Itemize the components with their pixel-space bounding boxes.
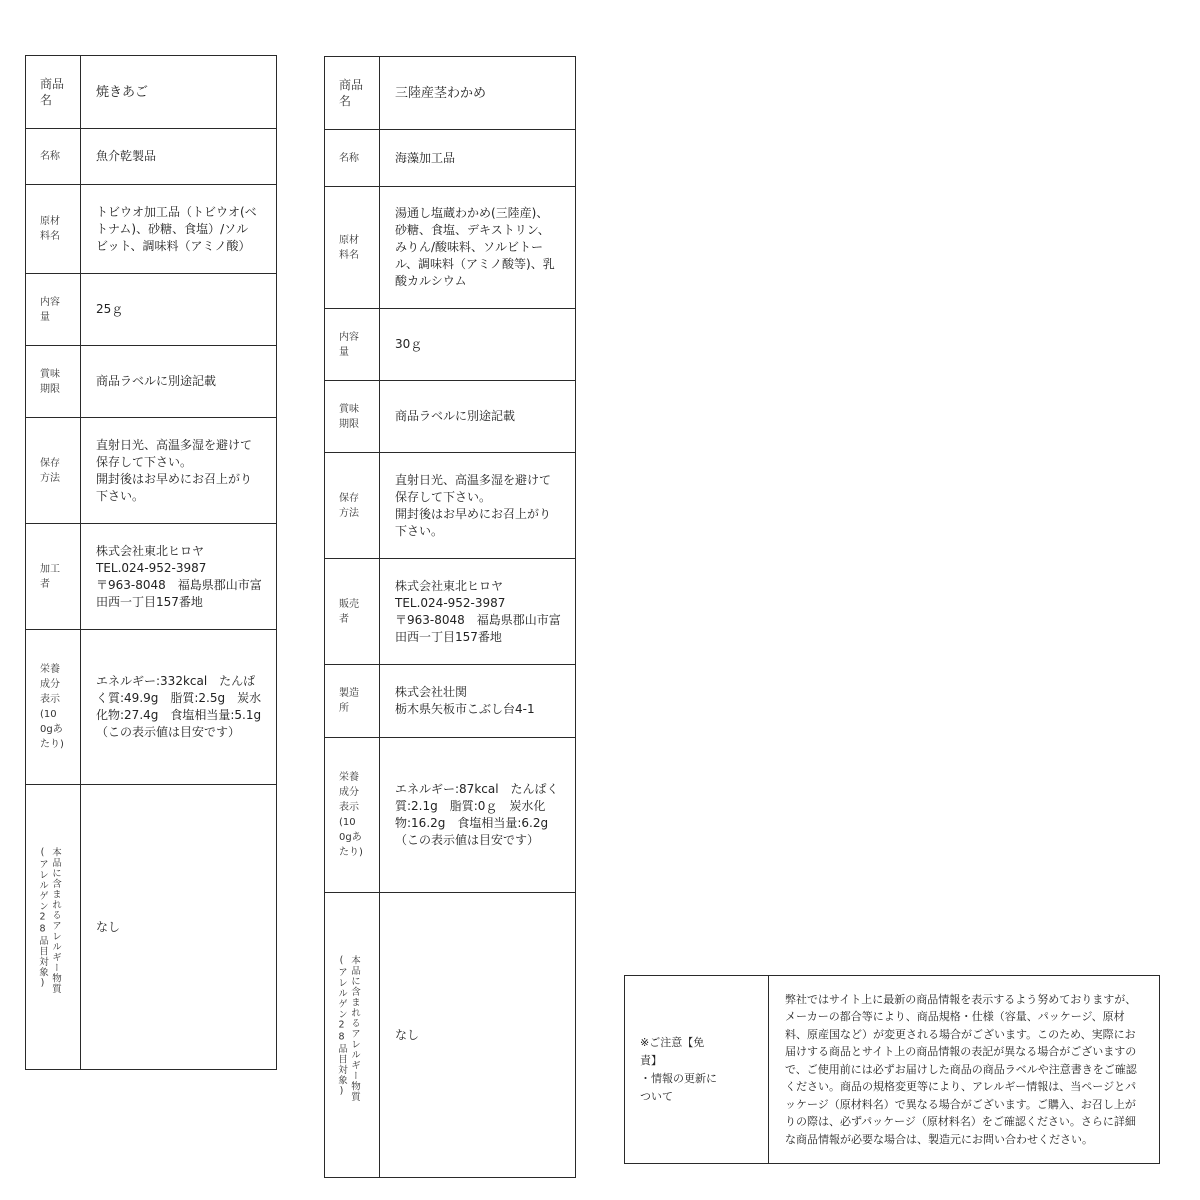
label-text: 保存 方法 [40, 457, 60, 484]
row-label [26, 524, 81, 630]
label-text: 販売 者 [339, 598, 359, 625]
row-label [325, 187, 380, 309]
table-row [325, 187, 576, 309]
row-label [26, 418, 81, 524]
row-value [380, 738, 576, 893]
row-value [81, 524, 277, 630]
label-text: 名称 [40, 151, 60, 162]
row-label [325, 559, 380, 665]
row-value [81, 346, 277, 418]
label-text: 保存 方法 [339, 492, 359, 519]
value-text: 25ｇ [96, 302, 124, 316]
product-spec-table-2 [324, 56, 576, 1178]
row-label [325, 57, 380, 130]
table-row [325, 130, 576, 187]
row-label [325, 130, 380, 187]
table-row [325, 893, 576, 1178]
row-label [26, 346, 81, 418]
table-row [325, 738, 576, 893]
row-value [380, 893, 576, 1178]
value-text: 商品ラベルに別途記載 [395, 409, 516, 423]
value-text: 直射日光、高温多湿を避けて 保存して下さい。 開封後はお早めにお召上がり 下さい。 [96, 437, 253, 503]
row-value [380, 130, 576, 187]
table-row [26, 129, 277, 185]
table-row [26, 524, 277, 630]
label-text: 賞味 期限 [40, 368, 60, 395]
table-row [325, 559, 576, 665]
allergen-value: なし [395, 1027, 420, 1042]
product-name: 三陸産茎わかめ [395, 85, 487, 101]
row-value [81, 418, 277, 524]
row-label [325, 665, 380, 738]
notice-label-text: ※ご注意【免 責】 ・情報の更新に ついて [640, 1035, 717, 1103]
table-row [26, 785, 277, 1070]
label-text: 商品 名 [40, 77, 65, 107]
notice-label [625, 976, 769, 1164]
row-label [26, 129, 81, 185]
disclaimer-notice [624, 975, 1160, 1164]
allergen-label [325, 893, 380, 1178]
table-row [26, 56, 277, 129]
label-text: 名称 [339, 152, 359, 164]
label-text: 内容 量 [40, 296, 60, 323]
value-text: 30ｇ [395, 337, 423, 351]
allergen-value: なし [96, 919, 121, 934]
notice-row [625, 976, 1160, 1164]
label-text: 栄養 成分 表示 (10 0gあ たり) [40, 664, 64, 750]
row-value [380, 381, 576, 453]
row-value [380, 665, 576, 738]
table-row [325, 309, 576, 381]
table-row [325, 381, 576, 453]
row-label [325, 309, 380, 381]
row-label [325, 453, 380, 559]
label-text: 商品 名 [339, 78, 364, 108]
product-spec-table-1 [25, 55, 277, 1070]
row-label [26, 274, 81, 346]
table-row [325, 453, 576, 559]
notice-body [769, 976, 1160, 1164]
row-value [81, 274, 277, 346]
value-text: 商品ラベルに別途記載 [96, 374, 217, 388]
row-value [81, 56, 277, 129]
row-value [81, 129, 277, 185]
label-text: 栄養 成分 表示 (10 0gあ たり) [339, 772, 363, 858]
table-row [26, 274, 277, 346]
row-value [81, 185, 277, 274]
allergen-label-text: 本品に含まれるアレルギー物質(アレルゲン28品目対象) [37, 847, 61, 994]
value-text: エネルギー:87kcal たんぱく 質:2.1g 脂質:0ｇ 炭水化 物:16.2g 食塩相当量:6.2g （この表示値は目安です） [395, 782, 559, 847]
label-text: 内容 量 [339, 331, 359, 358]
value-text: 魚介乾製品 [96, 149, 157, 163]
row-label [26, 185, 81, 274]
value-text: 湯通し塩蔵わかめ(三陸産)、 砂糖、食塩、デキストリン、 みりん/酸味料、ソルビトー ル、調味料（アミノ酸等)、乳 酸カルシウム [395, 206, 555, 288]
allergen-label-text: 本品に含まれるアレルギー物質(アレルゲン28品目対象) [336, 955, 360, 1102]
label-text: 製造 所 [339, 688, 359, 714]
value-text: エネルギー:332kcal たんぱ く質:49.9g 脂質:2.5g 炭水 化物:27.4g 食塩相当量:5.1g （この表示値は目安です） [96, 674, 262, 739]
table-row [26, 346, 277, 418]
row-label [325, 738, 380, 893]
row-value [81, 785, 277, 1070]
label-text: 加工 者 [40, 563, 60, 590]
allergen-label [26, 785, 81, 1070]
label-text: 原材 料名 [40, 216, 60, 242]
value-text: 海藻加工品 [395, 150, 456, 165]
row-value [81, 630, 277, 785]
table-row [26, 185, 277, 274]
label-text: 原材 料名 [339, 234, 359, 261]
value-text: 直射日光、高温多湿を避けて 保存して下さい。 開封後はお早めにお召上がり 下さい。 [395, 472, 552, 538]
table-row [26, 630, 277, 785]
notice-text: 弊社ではサイト上に最新の商品情報を表示するよう努めておりますが、 メーカーの都合等により、商品規格・仕様（容量、パッケージ、原材 料、原産国など）が変更される場合がございます。このため、実際にお 届けする商品とサイト上の商品情報の表記が異なる場合がございますの で、ご使用前には必ずお届けした商品の商品ラベルや注意書きをご確認 ください。商品の規格変更等により、アレルギー情報は、当ページとパ ッケージ（原材料名）で異なる場合がございます。ご購入、お召し上が りの際は、必ずパッケージ（原材料名）をご確認ください。さらに詳細 な商品情報が必要な場合は、製造元にお問い合わせください。 [785, 992, 1137, 1146]
row-value [380, 453, 576, 559]
table-row [325, 665, 576, 738]
row-label [325, 381, 380, 453]
value-text: 株式会社東北ヒロヤ TEL.024-952-3987 〒963-8048 福島県郡山市富 田西一丁目157番地 [96, 543, 262, 609]
table-row [26, 418, 277, 524]
row-value [380, 559, 576, 665]
table-row [325, 57, 576, 130]
row-value [380, 309, 576, 381]
row-value [380, 187, 576, 309]
row-label [26, 56, 81, 129]
row-label [26, 630, 81, 785]
value-text: トビウオ加工品（トビウオ(ベ トナム)、砂糖、食塩）/ソル ビット、調味料（アミノ酸） [96, 204, 257, 253]
value-text: 株式会社東北ヒロヤ TEL.024-952-3987 〒963-8048 福島県郡山市富 田西一丁目157番地 [395, 578, 561, 644]
product-name: 焼きあご [96, 84, 149, 100]
value-text: 株式会社壮関 栃木県矢板市こぶし台4-1 [395, 685, 535, 716]
label-text: 賞味 期限 [339, 403, 359, 430]
row-value [380, 57, 576, 130]
